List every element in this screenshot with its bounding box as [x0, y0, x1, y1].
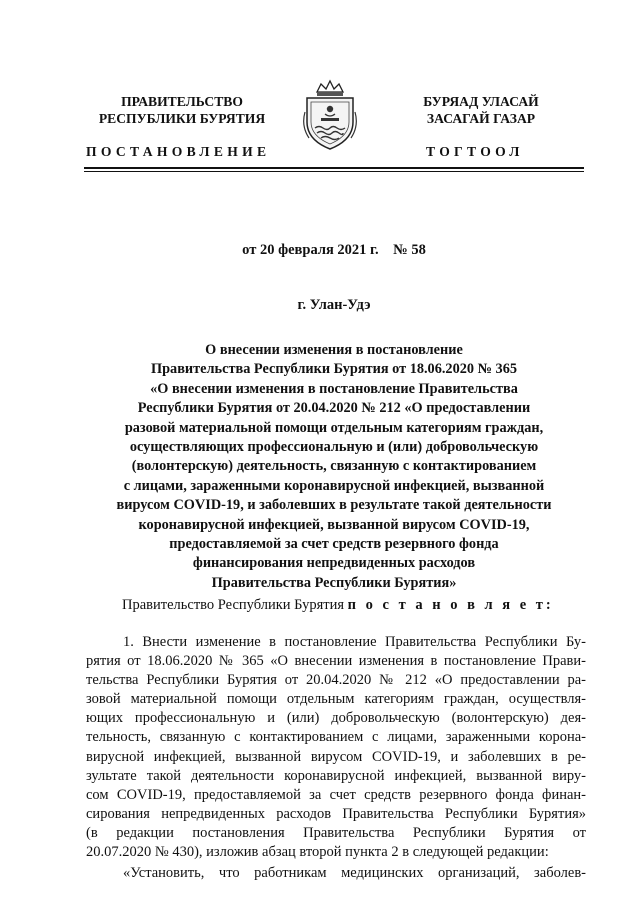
document-title: [84, 341, 584, 593]
header-left: [84, 93, 280, 127]
header-left-line-1: ПРАВИТЕЛЬСТВО: [121, 94, 243, 109]
paragraph-line: 1. Внести изменение в постановление Правительства Республики Бу-: [123, 634, 586, 650]
title-line: Правительства Республики Бурятия»: [211, 574, 457, 591]
quote-paragraph: [86, 864, 586, 883]
paragraph-line: сирования непредвиденных расходов Правительства Республики Бурятия»: [86, 805, 586, 822]
header-right: [383, 93, 579, 127]
title-line: Республики Бурятия от 20.04.2020 № 212 «О предоставлении: [137, 400, 531, 417]
preamble-emphasis: п о с т а н о в л я е т:: [347, 597, 554, 613]
paragraph-line: сом COVID-19, предоставляемой за счет средств резервного фонда финан-: [86, 786, 586, 803]
paragraph-line: вирусной инфекцией, вызванной вирусом COVID-19, и заболевших в ре-: [86, 748, 586, 765]
title-line: предоставляемой за счет средств резервного фонда: [169, 536, 499, 553]
paragraph-line: 20.07.2020 № 430), изложив абзац второй пункта 2 в следующей редакции:: [86, 844, 549, 861]
paragraph-line: рятия от 18.06.2020 № 365 «О внесении изменения в постановление Прави-: [86, 653, 586, 670]
title-line: «О внесении изменения в постановление Правительства: [150, 380, 518, 397]
title-line: (волонтерскую) деятельность, связанную с контактированием: [131, 458, 537, 475]
header-right-line-2: ЗАСАГАЙ ГАЗАР: [426, 111, 536, 126]
header-divider-thin: [84, 171, 584, 172]
header-left-line-2: РЕСПУБЛИКИ БУРЯТИЯ: [98, 111, 266, 126]
paragraph-line: зовой материальной помощи отдельным категориям граждан, осуществля-: [86, 691, 586, 708]
paragraph-line: ющих профессиональную и (или) добровольческую (волонтерскую) дея-: [86, 710, 586, 727]
preamble: [122, 596, 592, 615]
header-right-line-1: БУРЯАД УЛАСАЙ: [423, 94, 539, 109]
document-city: г. Улан-Удэ: [297, 297, 371, 313]
header-divider: [84, 167, 584, 169]
paragraph-1: [86, 633, 586, 862]
paragraph-line: зультате такой деятельности коронавирусной инфекцией, вызванной виру-: [86, 767, 586, 784]
preamble-text: Правительство Республики Бурятия: [122, 597, 348, 613]
coat-of-arms-icon: [299, 78, 361, 152]
title-line: коронавирусной инфекцией, вызванной вирусом COVID-19,: [138, 516, 530, 533]
title-line: вирусом COVID-19, и заболевших в результате такой деятельности: [116, 497, 552, 514]
title-line: О внесении изменения в постановление: [205, 342, 463, 358]
title-line: Правительства Республики Бурятия от 18.06.2020 № 365: [150, 361, 517, 378]
paragraph-line: тельность, связанную с контактированием с лицами, зараженными корона-: [86, 729, 586, 746]
title-line: осуществляющих профессиональную и (или) добровольческую: [129, 439, 539, 456]
header-doctype-right: ТОГТООЛ: [426, 144, 524, 159]
quote-line: «Установить, что работникам медицинских организаций, заболев-: [123, 865, 586, 881]
paragraph-line: тельства Республики Бурятия от 20.04.2020 № 212 «О предоставлении ра-: [86, 672, 586, 689]
title-line: финансирования непредвиденных расходов: [192, 555, 476, 572]
document-date-number: от 20 февраля 2021 г. № 58: [242, 242, 426, 258]
title-line: разовой материальной помощи отдельным категориям граждан,: [124, 419, 544, 436]
title-line: с лицами, зараженными коронавирусной инфекцией, вызванной: [123, 477, 545, 494]
paragraph-line: (в редакции постановления Правительства Республики Бурятия от: [86, 824, 586, 841]
header-doctype-left: ПОСТАНОВЛЕНИЕ: [86, 144, 271, 159]
